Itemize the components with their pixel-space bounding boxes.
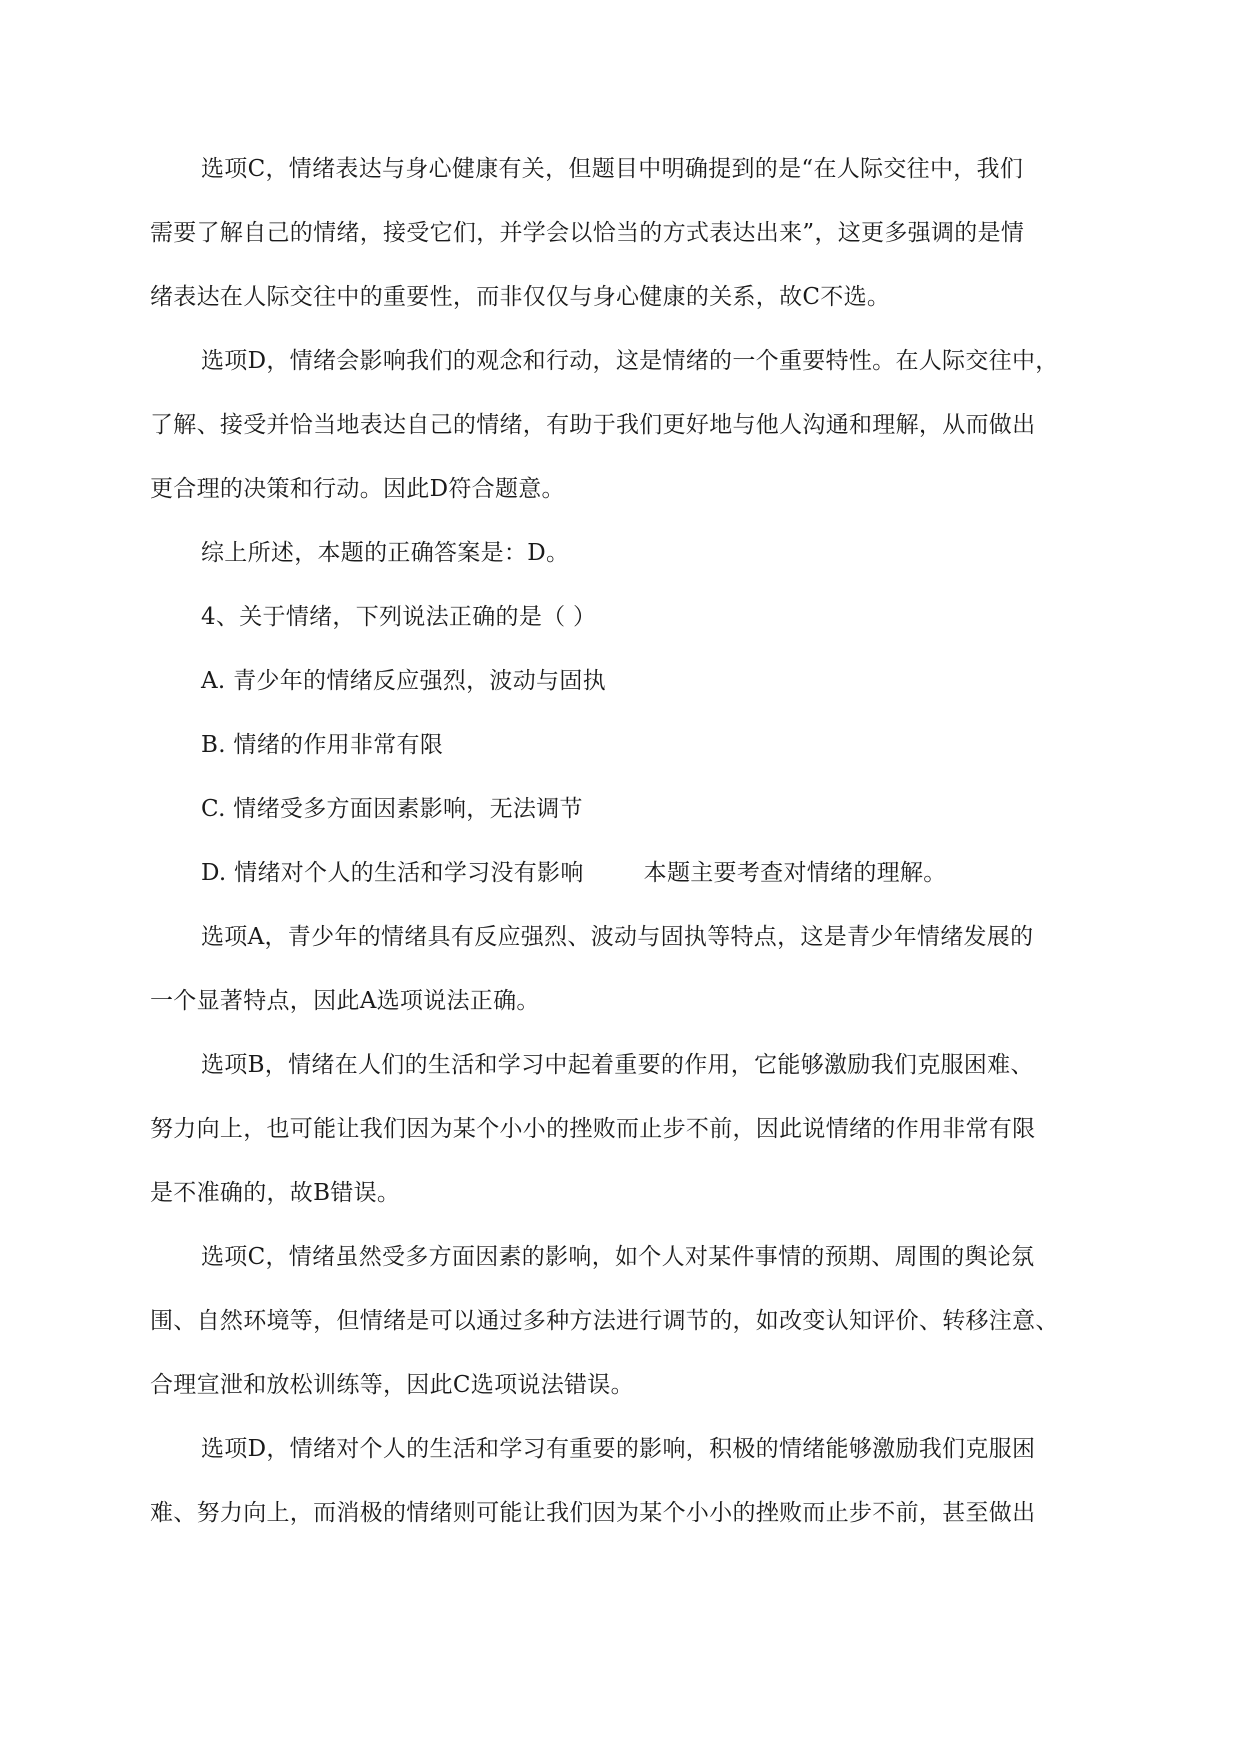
paragraph-line: 一个显著特点，因此A选项说法正确。	[150, 988, 540, 1014]
paragraph-line: 选项D，情绪对个人的生活和学习有重要的影响，积极的情绪能够激励我们克服困	[201, 1436, 1036, 1462]
paragraph-line: 是不准确的，故B错误。	[150, 1180, 401, 1206]
paragraph-line: 努力向上，也可能让我们因为某个小小的挫败而止步不前，因此说情绪的作用非常有限	[150, 1116, 1036, 1142]
paragraph-line: 更合理的决策和行动。因此D符合题意。	[150, 476, 565, 502]
option-b: B. 情绪的作用非常有限	[201, 732, 444, 758]
paragraph-line: 难、努力向上，而消极的情绪则可能让我们因为某个小小的挫败而止步不前，甚至做出	[150, 1500, 1036, 1526]
option-d-line	[201, 858, 1141, 888]
conclusion-line: 综上所述，本题的正确答案是：D。	[201, 540, 570, 566]
paragraph-line: 选项C，情绪表达与身心健康有关，但题目中明确提到的是“在人际交往中，我们	[201, 156, 1024, 182]
paragraph-line: 选项A，青少年的情绪具有反应强烈、波动与固执等特点，这是青少年情绪发展的	[201, 924, 1034, 950]
analysis-intro: 本题主要考查对情绪的理解。	[643, 860, 947, 886]
paragraph-line: 选项B，情绪在人们的生活和学习中起着重要的作用，它能够激励我们克服困难、	[201, 1052, 1034, 1078]
paragraph-line: 选项C，情绪虽然受多方面因素的影响，如个人对某件事情的预期、周围的舆论氛	[201, 1244, 1035, 1270]
paragraph-line: 选项D，情绪会影响我们的观念和行动，这是情绪的一个重要特性。在人际交往中，	[201, 348, 1059, 374]
option-c: C. 情绪受多方面因素影响，无法调节	[201, 796, 583, 822]
question-title: 4、关于情绪，下列说法正确的是（ ）	[201, 604, 597, 630]
paragraph-line: 需要了解自己的情绪，接受它们，并学会以恰当的方式表达出来”，这更多强调的是情	[150, 220, 1025, 246]
paragraph-line: 围、自然环境等，但情绪是可以通过多种方法进行调节的，如改变认知评价、转移注意、	[150, 1308, 1059, 1334]
paragraph-line: 合理宣泄和放松训练等，因此C选项说法错误。	[150, 1372, 634, 1398]
paragraph-line: 了解、接受并恰当地表达自己的情绪，有助于我们更好地与他人沟通和理解，从而做出	[150, 412, 1036, 438]
paragraph-line: 绪表达在人际交往中的重要性，而非仅仅与身心健康的关系，故C不选。	[150, 284, 891, 310]
option-a: A. 青少年的情绪反应强烈，波动与固执	[201, 668, 606, 694]
option-d: D. 情绪对个人的生活和学习没有影响	[201, 860, 584, 886]
